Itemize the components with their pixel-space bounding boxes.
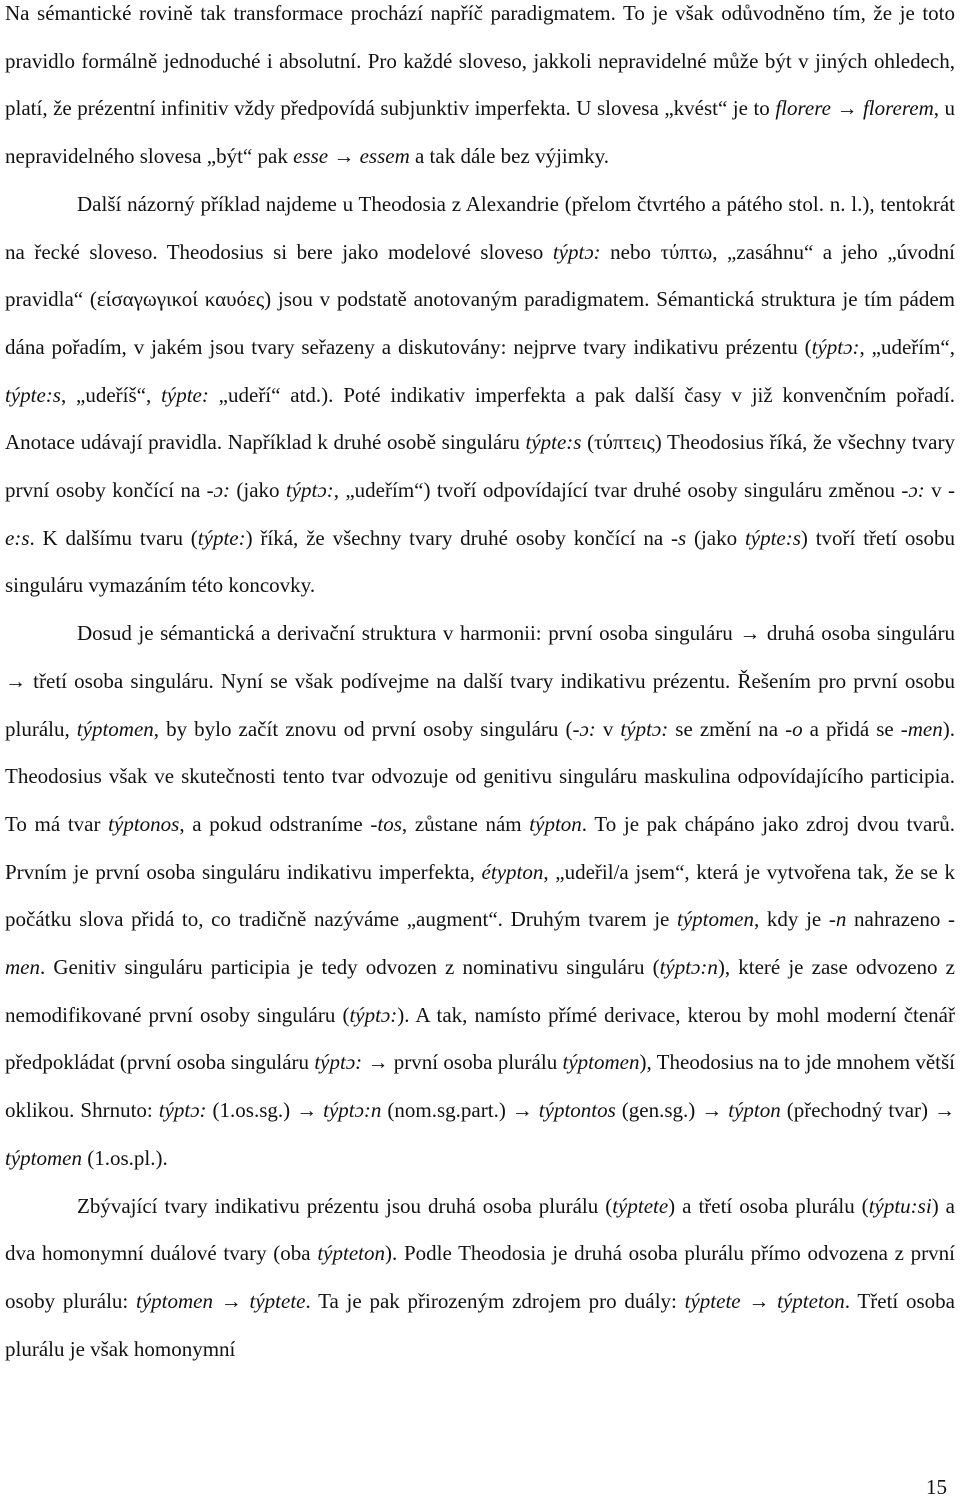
text-run: v - [924, 478, 956, 503]
text-run: Dosud je sémantická a derivační struktura v harmonii: první osoba singuláru → druhá osoba singuláru → třetí osoba singuláru. Nyní se však podívejme na další tvary indikativu prézentu. Řešením pro první osobu plurálu, [5, 621, 955, 741]
italic-term: týptontos [538, 1098, 616, 1123]
italic-term: týpteton [317, 1241, 385, 1266]
italic-term: essem [359, 144, 410, 169]
text-run: , u nepravidelného slovesa „být“ pak [5, 96, 955, 169]
text-run: , „udeřil/a jsem“, která je vytvořena tak, že se k počátku slova přidá to, co tradičně nazýváme „augment“. Druhým tvarem je [5, 859, 955, 932]
text-run: → [830, 96, 863, 121]
italic-term: ɔ: [908, 478, 925, 503]
italic-term: týpteton [777, 1288, 845, 1313]
text-run: se změní na - [668, 716, 793, 741]
text-run: (1.os.pl.). [81, 1145, 168, 1170]
italic-term: týptɔ:n [659, 955, 718, 980]
italic-term: týptomen [562, 1050, 640, 1075]
italic-term: týptete [612, 1193, 669, 1218]
text-run: → [213, 1288, 250, 1313]
text-run: Zbývající tvary indikativu prézentu jsou druhá osoba plurálu ( [77, 1193, 613, 1218]
text-run: (jako [229, 478, 286, 503]
text-run: nahrazeno - [846, 907, 955, 932]
italic-term: týpte: [161, 382, 209, 407]
text-run: (přechodný tvar) → [780, 1098, 955, 1123]
italic-term: men [907, 716, 943, 741]
text-run: ), Theodosius na to jde mnohem větší oklikou. Shrnuto: [5, 1050, 956, 1123]
text-run: ) říká, že všechny tvary druhé osoby končící na - [245, 525, 678, 550]
text-run: , by bylo začít znovu od první osoby singuláru (- [153, 716, 580, 741]
paragraph [5, 1183, 955, 1374]
text-run: (nom.sg.part.) → [381, 1098, 539, 1123]
italic-term: týptɔ: [285, 478, 334, 503]
italic-term: ɔ: [213, 478, 230, 503]
text-run: → [740, 1288, 778, 1313]
italic-term: týptɔ: [620, 716, 669, 741]
italic-term: týptomen [677, 907, 754, 932]
text-run: → první osoba plurálu [362, 1050, 563, 1075]
italic-term: týptɔ: [158, 1098, 207, 1123]
text-run: . Třetí osoba plurálu je však homonymní [5, 1288, 955, 1361]
italic-term: týptonos [108, 811, 180, 836]
text-run: , a pokud odstraníme - [179, 811, 378, 836]
italic-term: tos [377, 811, 402, 836]
text-run: → [328, 144, 360, 169]
text-run: a přidá se - [802, 716, 908, 741]
document-page [5, 0, 955, 1509]
text-run: (jako [686, 525, 745, 550]
italic-term: týptomen [76, 716, 154, 741]
text-run: a tak dále bez výjimky. [409, 144, 609, 169]
italic-term: n [835, 907, 847, 932]
italic-term: týptomen [5, 1145, 82, 1170]
text-run: nebo τύπτω, „zasáhnu“ a jeho „úvodní pravidla“ (είσαγωγικοί καυόες) jsou v podstatě anotovaným paradigmatem. Sémantická struktura je tím pádem dána pořadím, v jakém jsou tvary seřazeny a diskutovány: nejprve tvary indikativu prézentu ( [5, 239, 955, 359]
italic-term: týptɔ: [349, 1002, 398, 1027]
italic-term: men [5, 955, 40, 980]
text-run: . Ta je pak přirozeným zdrojem pro duály: [305, 1288, 685, 1313]
text-run: , „udeřím“, [859, 334, 955, 359]
italic-term: týpte: [197, 525, 246, 550]
text-run: (1.os.sg.) → [206, 1098, 324, 1123]
italic-term: týptɔ: [314, 1050, 363, 1075]
text-run: ) a dva homonymní duálové tvary (oba [5, 1193, 955, 1266]
paragraph [5, 610, 955, 1182]
text-run: (gen.sg.) → [615, 1098, 729, 1123]
italic-term: týpte:s [525, 430, 582, 455]
italic-term: étypton [481, 859, 544, 884]
text-run: ) tvoří třetí osobu singuláru vymazáním této koncovky. [5, 525, 955, 598]
text-run: . K dalšímu tvaru ( [29, 525, 198, 550]
text-run: . To je pak chápáno jako zdroj dvou tvarů. Prvním je první osoba singuláru indikativu imperfekta, [5, 811, 956, 884]
italic-term: týptɔ: [552, 239, 601, 264]
italic-term: týpton [728, 1098, 781, 1123]
text-run: , „udeříš“, [60, 382, 162, 407]
italic-term: týptomen [136, 1288, 213, 1313]
text-run: Další názorný příklad najdeme u Theodosia z Alexandrie (přelom čtvrtého a pátého stol. n. l.), tentokrát na řecké sloveso. Theodosius si bere jako modelové sloveso [5, 191, 955, 264]
text-run: ). A tak, namísto přímé derivace, kterou by mohl moderní čtenář předpokládat (první osoba singuláru [5, 1002, 955, 1075]
italic-term: o [792, 716, 803, 741]
paragraph [5, 181, 955, 610]
text-run: „udeří“ atd.). Poté indikativ imperfekta a pak další časy v již konvenčním pořadí. Anotace udávají pravidla. Například k druhé osobě singuláru [5, 382, 956, 455]
italic-term: týptete [684, 1288, 741, 1313]
page-number: 15 [926, 1475, 947, 1499]
text-run: ) a třetí osoba plurálu ( [668, 1193, 869, 1218]
italic-term: týpte:s [744, 525, 801, 550]
italic-term: týptɔ: [811, 334, 860, 359]
text-run: , „udeřím“) tvoří odpovídající tvar druhé osoby singuláru změnou - [333, 478, 909, 503]
italic-term: týptɔ:n [323, 1098, 382, 1123]
text-run: ). Theodosius však ve skutečnosti tento tvar odvozuje od genitivu singuláru maskulina odpovídajícího participia. To má tvar [5, 716, 956, 836]
italic-term: s [677, 525, 687, 550]
italic-term: týptu:si [868, 1193, 932, 1218]
body-text [5, 0, 955, 1373]
paragraph [5, 0, 955, 181]
text-run: , zůstane nám [401, 811, 530, 836]
text-run: . Genitiv singuláru participia je tedy odvozen z nominativu singuláru ( [40, 955, 660, 980]
text-run: (τύπτεις) Theodosius říká, že všechny tvary první osoby končící na - [5, 430, 955, 503]
italic-term: týpton [529, 811, 582, 836]
text-run: v [595, 716, 621, 741]
italic-term: florerem [862, 96, 934, 121]
text-run: , kdy je - [754, 907, 836, 932]
italic-term: týpte:s [5, 382, 61, 407]
italic-term: e:s [5, 525, 30, 550]
italic-term: ɔ: [579, 716, 596, 741]
italic-term: esse [293, 144, 329, 169]
text-run: Na sémantické rovině tak transformace prochází napříč paradigmatem. To je však odůvodněno tím, že je toto pravidlo formálně jednoduché i absolutní. Pro každé sloveso, jakkoli nepravidelné může být v jiných ohledech, platí, že prézentní infinitiv vždy předpovídá subjunktiv imperfekta. U slovesa „kvést“ je to [5, 1, 955, 121]
italic-term: týptete [249, 1288, 306, 1313]
text-run: ). Podle Theodosia je druhá osoba plurálu přímo odvozena z první osoby plurálu: [5, 1241, 955, 1313]
text-run: ), které je zase odvozeno z nemodifikované první osoby singuláru ( [5, 955, 955, 1027]
italic-term: florere [775, 96, 831, 121]
